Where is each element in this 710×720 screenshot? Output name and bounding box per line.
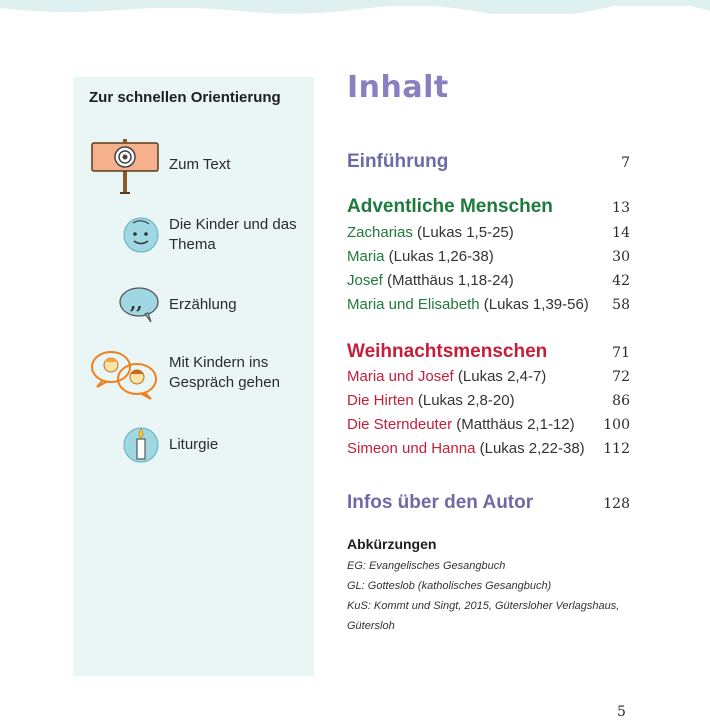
toc-entry-ref: (Matthäus 1,18-24) bbox=[382, 272, 514, 289]
signpost-target-icon bbox=[90, 137, 162, 195]
abbreviation-line: KuS: Kommt und Singt, 2015, Gütersloher Verlagshaus, bbox=[347, 600, 620, 612]
toc-entry-page: 100 bbox=[603, 417, 630, 433]
section-title: Weihnachtsmenschen bbox=[347, 341, 548, 362]
toc-entry-ref: (Lukas 1,26-38) bbox=[384, 248, 494, 265]
abbreviation-line: EG: Evangelisches Gesangbuch bbox=[347, 560, 506, 572]
legend-item-zum-text bbox=[73, 137, 314, 197]
toc-entry-page: 42 bbox=[612, 273, 630, 289]
toc-entry-name: Die Hirten bbox=[347, 392, 414, 409]
toc-section-adventliche-menschen[interactable] bbox=[347, 196, 630, 218]
child-face-icon bbox=[121, 215, 161, 255]
toc-entry-ref: (Lukas 2,8-20) bbox=[413, 392, 515, 409]
toc-entry-ref: (Lukas 2,4-7) bbox=[453, 368, 547, 385]
legend-label-kinder-thema: Die Kinder und das Thema bbox=[169, 216, 297, 253]
toc-entry-ref: (Lukas 1,39-56) bbox=[479, 296, 589, 313]
legend-item-liturgie bbox=[73, 425, 314, 485]
section-title: Adventliche Menschen bbox=[347, 196, 553, 217]
top-decorative-band bbox=[0, 0, 710, 14]
toc-entry[interactable] bbox=[347, 390, 630, 412]
toc-author-page: 128 bbox=[603, 496, 630, 512]
toc-entry[interactable] bbox=[347, 222, 630, 244]
toc-intro-title: Einführung bbox=[347, 151, 449, 172]
toc-entry-ref: (Lukas 1,5-25) bbox=[412, 224, 514, 241]
toc-entry-ref: (Lukas 2,22-38) bbox=[475, 440, 585, 457]
svg-text:,,: ,, bbox=[130, 293, 143, 314]
page-number: 5 bbox=[617, 704, 626, 720]
toc-entry-ref: (Matthäus 2,1-12) bbox=[452, 416, 575, 433]
abbreviation-line: GL: Gotteslob (katholisches Gesangbuch) bbox=[347, 580, 552, 592]
toc-intro-page: 7 bbox=[621, 155, 630, 171]
abbreviations-title: Abkürzungen bbox=[347, 536, 437, 552]
sidebar-title: Zur schnellen Orientierung bbox=[89, 89, 281, 106]
toc-entry-page: 86 bbox=[612, 393, 630, 409]
legend-label-liturgie: Liturgie bbox=[169, 436, 219, 453]
toc-entry-name: Maria und Elisabeth bbox=[347, 296, 480, 313]
toc-entry-name: Josef bbox=[347, 272, 383, 289]
toc-entry-name: Zacharias bbox=[347, 224, 413, 241]
toc-author[interactable] bbox=[347, 492, 630, 514]
toc-entry-page: 30 bbox=[612, 249, 630, 265]
toc-entry-name: Maria und Josef bbox=[347, 368, 454, 385]
toc-entry[interactable] bbox=[347, 366, 630, 388]
legend-item-erzaehlung bbox=[73, 285, 314, 345]
toc-entry-page: 72 bbox=[612, 369, 630, 385]
section-page: 13 bbox=[612, 200, 630, 216]
toc-author-title: Infos über den Autor bbox=[347, 492, 534, 513]
children-talking-icon bbox=[89, 349, 165, 401]
page-title: Inhalt bbox=[347, 70, 449, 105]
orientation-sidebar bbox=[73, 77, 314, 676]
toc-entry-name: Die Sterndeuter bbox=[347, 416, 453, 433]
legend-label-zum-text: Zum Text bbox=[169, 156, 231, 173]
speech-bubble-quote-icon bbox=[117, 285, 163, 325]
toc-entry[interactable] bbox=[347, 438, 630, 460]
legend-label-gespraech: Mit Kindern ins Gespräch gehen bbox=[169, 354, 280, 391]
toc-entry-name: Maria bbox=[347, 248, 385, 265]
candle-icon bbox=[121, 425, 161, 465]
legend-item-kinder-thema bbox=[73, 213, 314, 273]
toc-entry[interactable] bbox=[347, 246, 630, 268]
section-page: 71 bbox=[612, 345, 630, 361]
toc-entry[interactable] bbox=[347, 270, 630, 292]
toc-entry-page: 112 bbox=[603, 441, 630, 457]
toc-entry[interactable] bbox=[347, 414, 630, 436]
toc-section-weihnachtsmenschen[interactable] bbox=[347, 341, 630, 363]
legend-label-erzaehlung: Erzählung bbox=[169, 296, 237, 313]
toc-intro[interactable] bbox=[347, 151, 630, 173]
toc-entry-page: 14 bbox=[612, 225, 630, 241]
abbreviation-line: Gütersloh bbox=[347, 620, 395, 632]
legend-item-gespraech bbox=[73, 347, 314, 407]
toc-entry[interactable] bbox=[347, 294, 630, 316]
toc-entry-name: Simeon und Hanna bbox=[347, 440, 476, 457]
toc-entry-page: 58 bbox=[612, 297, 630, 313]
